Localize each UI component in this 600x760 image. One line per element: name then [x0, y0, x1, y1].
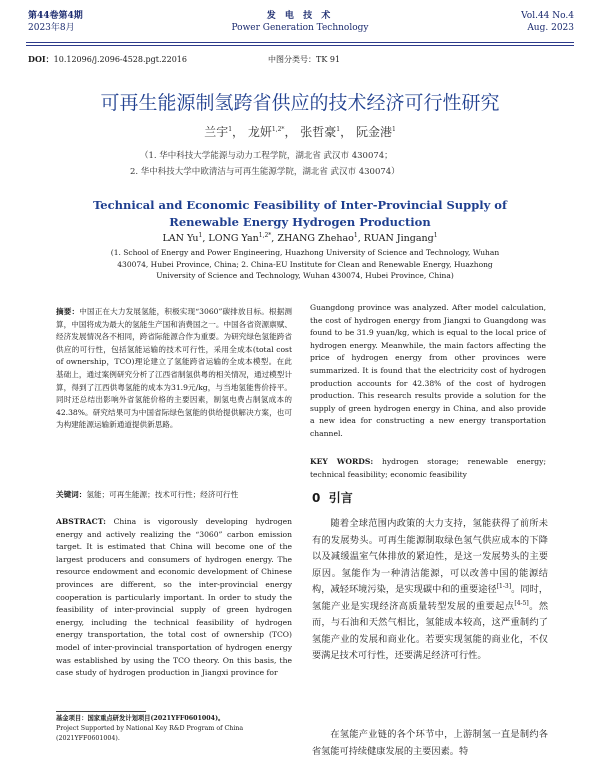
- paper-title-cn: 可再生能源制氢跨省供应的技术经济可行性研究: [100, 92, 500, 114]
- author-en: ZHANG Zhehao$^1$: [277, 231, 358, 244]
- footnote-rule: [56, 711, 146, 712]
- journal-name-en: Power Generation Technology: [231, 23, 369, 33]
- funding-cn: 基金项目：国家重点研发计划项目(2021YFF0601004)。: [56, 715, 225, 722]
- funding-en: Project Supported by National Key R&D Program of China (2021YFF0601004).: [56, 725, 244, 742]
- affiliation-cn-2: 2. 华中科技大学中欧清洁与可再生能源学院，湖北省 武汉市 430074）: [130, 167, 400, 177]
- paper-title-en: Technical and Economic Feasibility of Inter-Provincial Supply of Renewable Energy Hydrogen Production: [93, 198, 507, 229]
- keywords-cn-label: 关键词：: [56, 490, 87, 499]
- journal-issue-en: [521, 10, 574, 34]
- keywords-en: KEY WORDS: hydrogen storage; renewable energy; technical feasibility; economic feasibility: [310, 457, 546, 479]
- section-heading: 0 引言: [312, 491, 353, 505]
- author-en: RUAN Jingang$^1$: [363, 231, 438, 244]
- citation-link[interactable]: [4-5]: [514, 599, 529, 607]
- citation-link[interactable]: [1-3]: [496, 582, 512, 590]
- affiliation-en: (1. School of Energy and Power Engineering, Huazhong University of Science and Technology, Wuhan 430074, Hubei Province, China; 2. China-EU Institute for Clean and Renewable Energy, Huazhong University of Science and Technology, Wuhan 430074, Hubei Province, China): [110, 248, 500, 280]
- author-en: LAN Yu$^1$: [162, 231, 203, 244]
- clc-number: 中图分类号：TK 91: [268, 55, 341, 64]
- abstract-en-continued: Guangdong province was analyzed. After model calculation, the cost of hydrogen energy from Jiangxi to Guangdong was found to be 31.9 yuan/kg, which is equal to the local price of hydrogen energy. Meanwhile, the main factors affecting the price of hydrogen energy from other provinces were summarized. It is found that the electricity cost of hydrogen production accounts for 42.38% of the cost of hydrogen production. This research results provide a solution for the supply of green hydrogen energy in China, and also provide a new idea for constructing a new energy transportation channel.: [310, 303, 546, 438]
- funding-footnote: [56, 714, 292, 744]
- doi: DOI：10.12096/j.2096-4528.pgt.22016: [28, 54, 187, 64]
- author-list-en: LAN Yu$^1$, LONG Yan$^{1,2*}$, ZHANG Zhehao$^1$, RUAN Jingang$^1$: [162, 231, 438, 244]
- author-cn: 阮金港$^1$: [355, 125, 396, 139]
- affiliation-cn-1: （1. 华中科技大学能源与动力工程学院，湖北省 武汉市 430074；: [140, 151, 393, 161]
- abstract-en: ABSTRACT: China is vigorously developing hydrogen energy and actively realizing the “3060” carbon emission target. It is estimated that China will become one of the largest producers and consumers of hydrogen energy. The resource endowment and economic development of Chinese provinces are different, so the inter-provincial energy cooperation is particularly important. In order to study the feasibility of inter-provincial supply of green hydrogen energy, including the technical feasibility of hydrogen energy transportation, the total cost of ownership (TCO) model of inter-provincial transportation of hydrogen energy was established by using the TCO theory. On this basis, the case study of hydrogen production in Jiangxi province for: [56, 517, 292, 678]
- date-cn: 2023年8月: [28, 23, 75, 33]
- intro-paragraph-2: 在氢能产业链的各个环节中，上游制氢一直是制约各省氢能可持续健康发展的主要因素。特: [312, 729, 548, 757]
- author-list-cn: 兰宇$^1$， 龙妍$^{1,2*}$， 张哲豪$^1$， 阮金港$^1$: [204, 125, 396, 139]
- volume-issue-cn: 第44卷第4期: [28, 11, 83, 21]
- doi-value[interactable]: 10.12096/j.2096-4528.pgt.22016: [53, 55, 187, 64]
- journal-name: [0, 10, 600, 34]
- abstract-cn: 摘要：中国正在大力发展氢能，积极实现“3060”碳排放目标。根据测算，中国将成为最大的氢能生产国和消费国之一。中国各省资源禀赋、经济发展情况各不相同，跨省际能源合作为重要。为研究绿色氢能跨省供应的可行性，包括氢能运输的技术可行性，采用全成本(total cost of ownership，TCO)理论建立了氢能跨省运输的全成本模型。在此基础上，通过案例研究分析了江西省制氢供粤的相关情况，通过模型计算，得到了江西供粤氢能的成本为31.9元/kg，与当地氢能售价持平。同时还总结出影响外省氢能价格的主要因素，制氢电费占制氢成本的42.38%。研究结果可为中国省际绿色氢能的供给提供解决方案，也可为构建能源运输新通道提供新思路。: [56, 307, 293, 430]
- date-en: Aug. 2023: [527, 23, 574, 33]
- abstract-en-label: ABSTRACT:: [56, 517, 106, 526]
- keywords-en-label: KEY WORDS:: [310, 457, 374, 466]
- abstract-cn-label: 摘要：: [56, 307, 80, 316]
- keywords-cn: 关键词：氢能；可再生能源；技术可行性；经济可行性: [56, 490, 239, 499]
- author-en: LONG Yan$^{1,2*}$: [208, 231, 272, 244]
- header-rule-thin: [26, 45, 574, 46]
- header-rule-thick: [26, 42, 574, 43]
- journal-name-cn: 发 电 技 术: [266, 11, 334, 21]
- volume-issue-en: Vol.44 No.4: [521, 11, 574, 21]
- intro-paragraph-1: 随着全球范围内政策的大力支持，氢能获得了前所未有的发展势头。可再生能源制取绿色氢气供应成本的下降以及减缓温室气体排放的紧迫性，是这一发展势头的主要原因。氢能作为一种清洁能源，可以改善中国的能源结构，减轻环境污染，是实现碳中和的重要途径[1-3]。同时，氢能产业是实现经济高质量转型发展的重要起点[4-5]。然而，与石油和天然气相比，氢能成本较高，这严重制约了氢能产业的发展和商业化。若要实现氢能的商业化，不仅要满足技术可行性，还要满足经济可行性。: [312, 518, 549, 661]
- author-cn: 龙妍$^{1,2*}$: [247, 125, 285, 139]
- author-cn: 张哲豪$^1$: [300, 125, 341, 139]
- author-cn: 兰宇$^1$: [204, 125, 233, 139]
